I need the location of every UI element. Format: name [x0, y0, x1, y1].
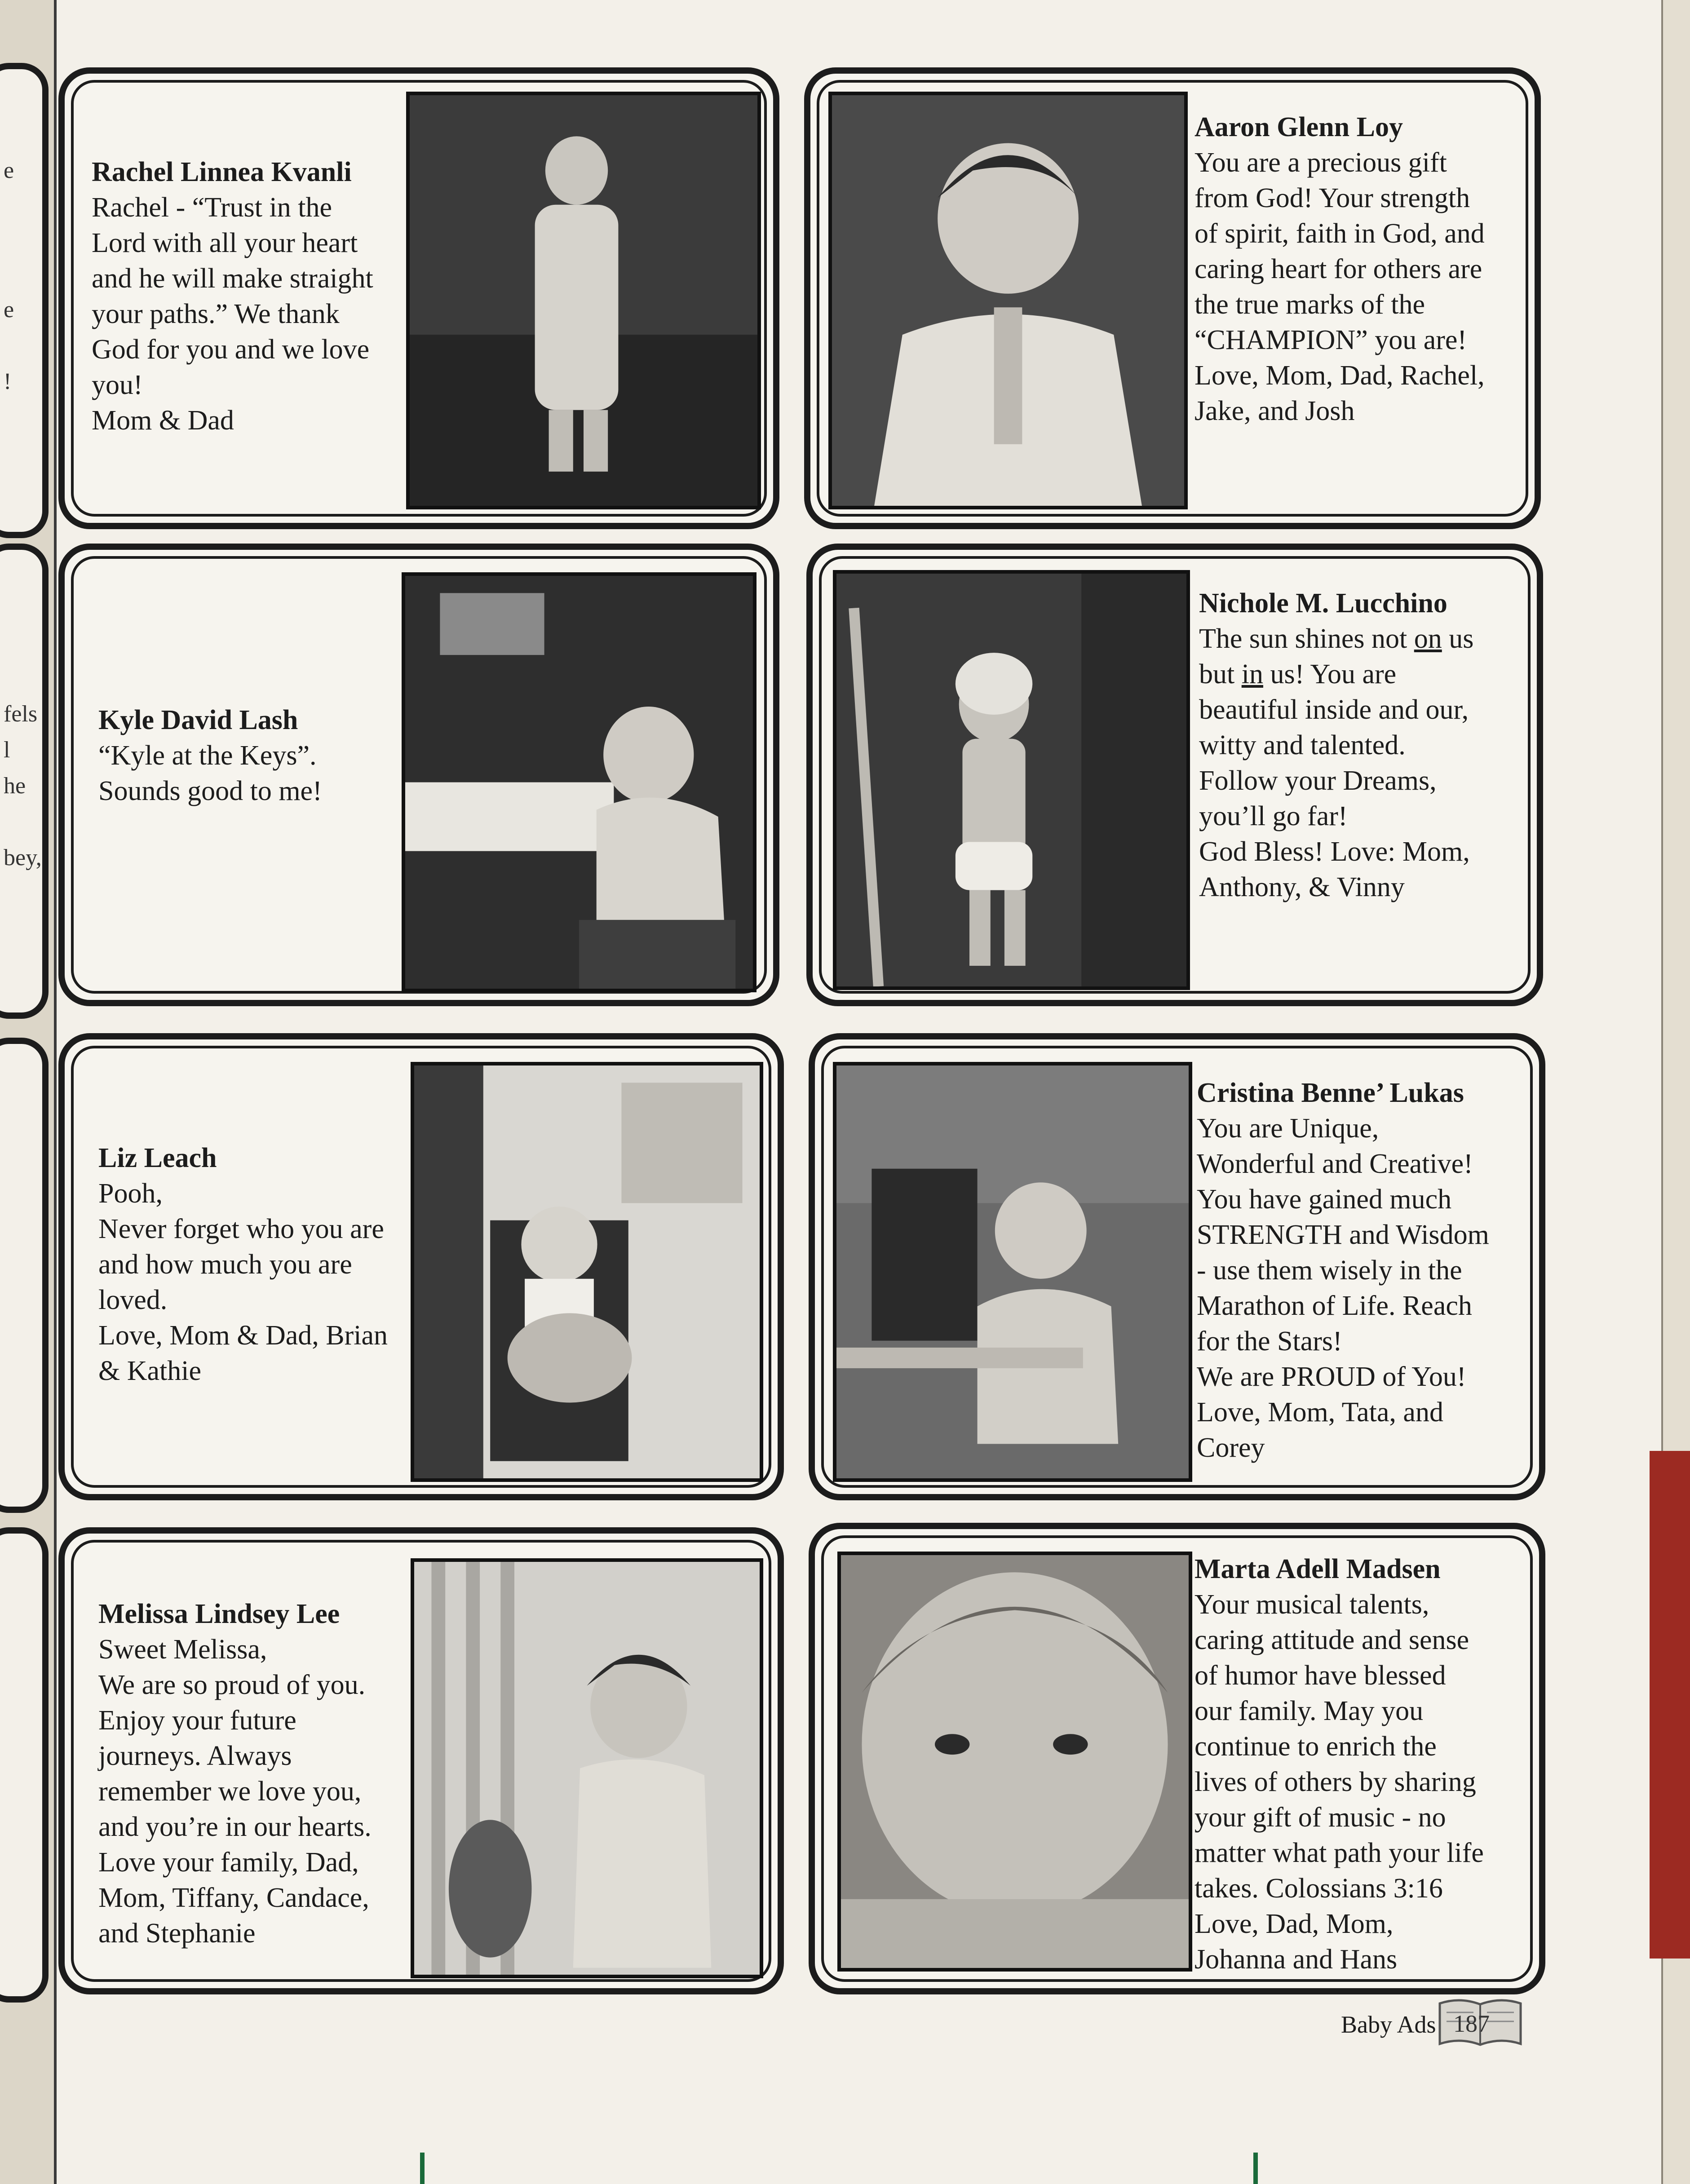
- baby-ad-card: [58, 1527, 784, 1994]
- page-number: 187: [1453, 2010, 1490, 2037]
- ad-text: Marta Adell Madsen Your musical talents, caring attitude and sense of humor have blessed our family. May you continue to enrich the lives of others by sharing your gift of music - no matter what path your life takes. Colossians 3:16 Love, Dad, Mom, Johanna and Hans: [1195, 1552, 1484, 1977]
- baby-photo: [406, 92, 761, 509]
- ad-name: Melissa Lindsey Lee: [98, 1599, 340, 1629]
- previous-page-edge: [0, 0, 57, 2184]
- baby-ad-card: [58, 1033, 784, 1500]
- previous-page-text: l: [4, 737, 10, 763]
- baby-photo: [833, 570, 1190, 990]
- ad-name: Marta Adell Madsen: [1195, 1554, 1441, 1584]
- ad-name: Liz Leach: [98, 1143, 217, 1173]
- baby-photo: [411, 1062, 763, 1482]
- binding-mark: [1253, 2153, 1258, 2184]
- baby-ad-card: [806, 544, 1543, 1006]
- baby-photo: [411, 1558, 763, 1978]
- ad-name: Nichole M. Lucchino: [1199, 588, 1447, 619]
- page-footer: [1341, 1994, 1539, 2053]
- baby-ad-card: [809, 1523, 1545, 1994]
- previous-page-card: [0, 1038, 49, 1513]
- ad-name: Cristina Benne’ Lukas: [1197, 1078, 1464, 1108]
- red-page-tab: [1650, 1451, 1690, 1959]
- baby-photo: [828, 92, 1188, 509]
- baby-ad-card: [58, 544, 779, 1006]
- previous-page-text: e: [4, 297, 14, 323]
- ad-name: Aaron Glenn Loy: [1195, 112, 1403, 142]
- ad-text: Cristina Benne’ Lukas You are Unique, Wonderful and Creative! You have gained much STRENGTH and Wisdom - use them wisely in the Marathon of Life. Reach for the Stars! We are PROUD of You! Love, Mom, Tata, and Corey: [1197, 1075, 1489, 1466]
- baby-ad-card: [58, 67, 779, 529]
- previous-page-text: e: [4, 158, 14, 183]
- ad-name: Kyle David Lash: [98, 705, 298, 735]
- baby-photo: [402, 572, 757, 992]
- baby-ad-card: [809, 1033, 1545, 1500]
- previous-page-text: bey,: [4, 845, 42, 871]
- previous-page-text: !: [4, 369, 12, 394]
- baby-ad-card: [804, 67, 1541, 529]
- ad-text: Liz Leach Pooh, Never forget who you are and how much you are loved. Love, Mom & Dad, Brian & Kathie: [98, 1141, 388, 1389]
- previous-page-text: fels: [4, 701, 38, 727]
- section-label: Baby Ads: [1341, 2011, 1436, 2038]
- ad-text: Rachel Linnea Kvanli Rachel - “Trust in the Lord with all your heart and he will make straight your paths.” We thank God for you and we love you! Mom & Dad: [92, 155, 373, 438]
- ad-text: Melissa Lindsey Lee Sweet Melissa, We are so proud of you. Enjoy your future journeys. Always remember we love you, and you’re in our hearts. Love your family, Dad, Mom, Tiffany, Candace, and Stephanie: [98, 1596, 372, 1951]
- previous-page-text: he: [4, 773, 26, 799]
- previous-page-card: [0, 1527, 49, 2003]
- ad-name: Rachel Linnea Kvanli: [92, 157, 352, 187]
- binding-mark: [420, 2153, 425, 2184]
- ad-text: Kyle David Lash “Kyle at the Keys”. Sounds good to me!: [98, 703, 322, 809]
- baby-photo: [833, 1062, 1192, 1482]
- ad-text: Aaron Glenn Loy You are a precious gift from God! Your strength of spirit, faith in God, and caring heart for others are the true marks of the “CHAMPION” you are! Love, Mom, Dad, Rachel, Jake, and Josh: [1195, 110, 1485, 429]
- ad-text: Nichole M. Lucchino The sun shines not on us but in us! You are beautiful inside and our, witty and talented. Follow your Dreams, you’ll go far! God Bless! Love: Mom, Anthony, & Vinny: [1199, 586, 1473, 905]
- baby-photo: [837, 1552, 1192, 1972]
